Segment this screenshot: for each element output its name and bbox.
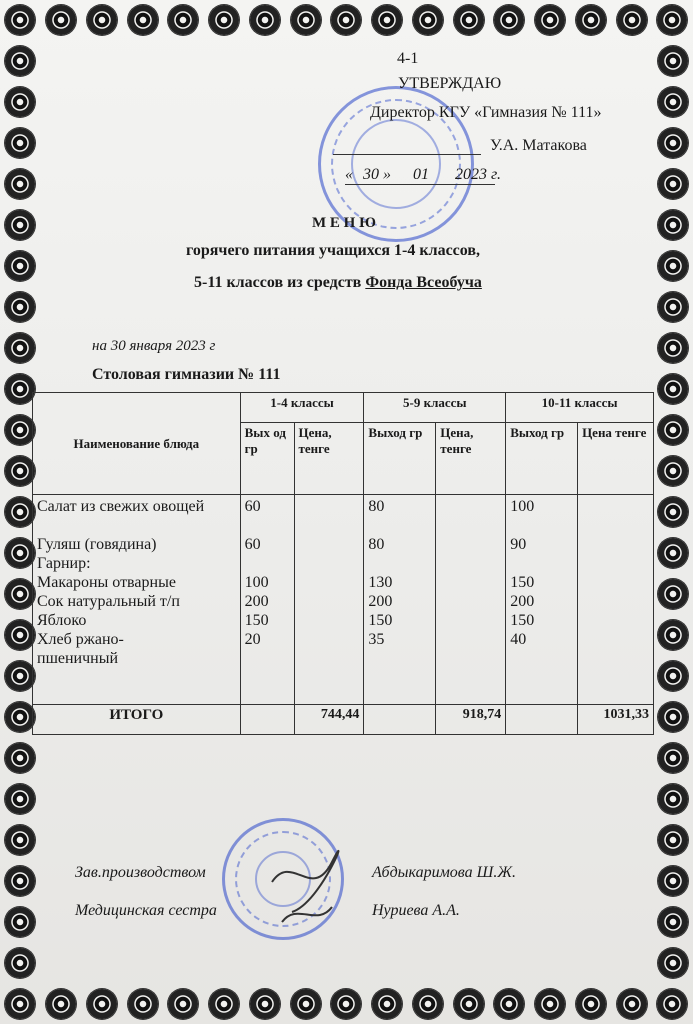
output-value: 200 <box>368 593 393 610</box>
date-mid: » <box>383 166 391 183</box>
output-column-1-4 <box>240 495 294 705</box>
signature-role-1: Зав.производством <box>75 864 206 881</box>
signature-name-2: Нуриева А.А. <box>372 902 460 919</box>
total-1-4: 744,44 <box>294 705 364 735</box>
canteen-name: Столовая гимназии № 111 <box>92 366 281 383</box>
date-suffix: г. <box>491 166 502 183</box>
header-price-3: Цена тенге <box>578 423 654 495</box>
table-total-row <box>33 705 654 735</box>
bottom-border <box>0 984 693 1024</box>
output-value: 60 <box>244 536 261 553</box>
approval-position: Директор КГУ «Гимназия № 111» <box>370 104 602 121</box>
output-column-5-9 <box>364 495 436 705</box>
dish-name-column <box>33 495 241 705</box>
header-group-1-4: 1-4 классы <box>240 393 364 423</box>
output-value: 200 <box>510 593 535 610</box>
page-number: 4-1 <box>397 50 419 67</box>
output-value: 200 <box>244 593 269 610</box>
price-column-10-11 <box>578 495 654 705</box>
output-value <box>245 554 290 573</box>
menu-subtitle-2-prefix: 5-11 классов из средств <box>194 274 362 291</box>
right-border <box>653 40 693 984</box>
output-value: 150 <box>510 612 535 629</box>
total-label: ИТОГО <box>33 705 241 735</box>
output-value: 60 <box>244 498 261 515</box>
menu-date: на 30 января 2023 г <box>92 338 216 354</box>
top-border <box>0 0 693 40</box>
output-value: 90 <box>510 536 527 553</box>
header-price-1: Цена, тенге <box>294 423 364 495</box>
output-value: 100 <box>510 498 535 515</box>
approval-title: УТВЕРЖДАЮ <box>398 75 502 92</box>
total-10-11: 1031,33 <box>578 705 654 735</box>
header-group-10-11: 10-11 классы <box>506 393 654 423</box>
menu-subtitle-1: горячего питания учащихся 1-4 классов, <box>186 242 481 259</box>
output-value: 130 <box>368 574 393 591</box>
list-item: Салат из свежих овощей <box>37 498 205 515</box>
signature-name-1: Абдыкаримова Ш.Ж. <box>372 864 516 881</box>
list-item: Макароны отварные <box>37 574 176 591</box>
date-year: 2023 <box>455 166 487 183</box>
handwritten-signature <box>262 842 352 932</box>
header-group-5-9: 5-9 классы <box>364 393 506 423</box>
list-item: Хлеб ржано-пшеничный <box>37 631 124 667</box>
output-value: 150 <box>244 612 269 629</box>
approval-date <box>345 166 501 184</box>
date-month: 01 <box>413 166 429 183</box>
list-item: Яблоко <box>37 612 87 629</box>
header-price-2: Цена, тенге <box>436 423 506 495</box>
output-value <box>368 554 431 573</box>
output-value: 80 <box>368 536 385 553</box>
output-value: 35 <box>368 631 385 648</box>
output-value <box>510 554 573 573</box>
price-column-1-4 <box>294 495 364 705</box>
menu-subtitle-2-underlined: Фонда Всеобуча <box>365 274 482 291</box>
total-5-9: 918,74 <box>436 705 506 735</box>
output-value: 150 <box>368 612 393 629</box>
header-output-2: Выход гр <box>364 423 436 495</box>
header-output-1: Вых од гр <box>240 423 294 495</box>
header-dish-name: Наименование блюда <box>33 393 241 495</box>
output-value: 100 <box>244 574 269 591</box>
header-output-3: Выход гр <box>506 423 578 495</box>
table-body-row <box>33 495 654 705</box>
list-item: Гуляш (говядина) <box>37 536 157 553</box>
price-column-5-9 <box>436 495 506 705</box>
list-item: Гарнир: <box>37 555 91 572</box>
menu-subtitle-2 <box>194 274 482 292</box>
output-value: 20 <box>244 631 261 648</box>
menu-table <box>32 392 654 735</box>
output-value: 40 <box>510 631 527 648</box>
output-value: 80 <box>368 498 385 515</box>
date-day: 30 <box>363 166 379 183</box>
table-header-row <box>33 393 654 423</box>
list-item: Сок натуральный т/п <box>37 593 180 610</box>
approval-signatory: У.А. Матакова <box>490 137 587 154</box>
menu-title: М Е Н Ю <box>312 215 376 231</box>
date-open: « <box>345 166 353 183</box>
output-column-10-11 <box>506 495 578 705</box>
output-value: 150 <box>510 574 535 591</box>
signature-role-2: Медицинская сестра <box>75 902 217 919</box>
